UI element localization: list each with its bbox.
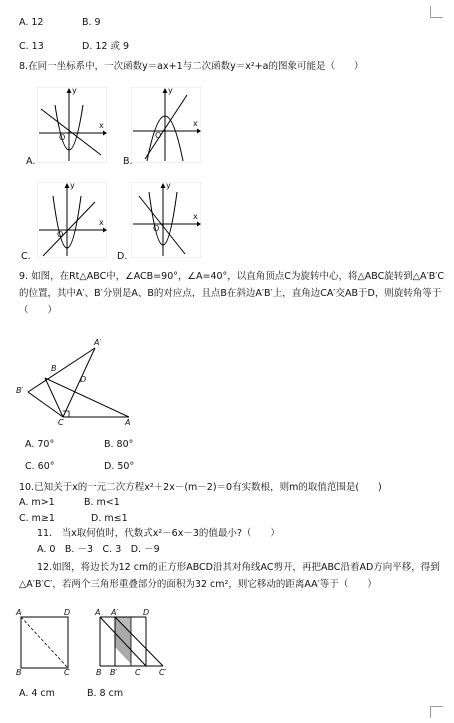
q10-option-a: A. m>1: [19, 497, 55, 508]
q12-right-label-a: A: [95, 608, 101, 617]
q12-option-a: A. 4 cm: [19, 688, 55, 699]
q9-option-c: C. 60°: [25, 461, 55, 472]
q8-graph-b: [131, 87, 201, 163]
q8a-axis-y: y: [72, 86, 77, 95]
q12-stem: 12.如图，将边长为12 cm的正方形ABCD沿其对角线AC剪开，再把ABC沿着AD方向平移，得到△A′B′C′，若两个三角形重叠部分的面积为32 cm²，则它移动的距离AA′等于（ ）: [19, 562, 440, 590]
q9-option-d: D. 50°: [104, 461, 135, 472]
q8c-origin: O: [57, 230, 64, 239]
q8-graph-a-label: A.: [26, 156, 36, 167]
q8-graph-c-label: C.: [21, 251, 31, 262]
q8a-origin: O: [59, 133, 66, 142]
q8-graph-d: [131, 182, 201, 258]
q8-graph-d-label: D.: [117, 251, 128, 262]
q8-graph-b-label: B.: [123, 156, 133, 167]
q8b-axis-y: y: [168, 86, 173, 95]
q12-right-label-c-prime: C′: [159, 668, 167, 677]
q12-left-label-d: D: [64, 608, 71, 617]
q12-right-label-b: B: [96, 668, 102, 677]
q9-figure: [15, 340, 140, 430]
q12-right-label-d: D: [143, 608, 150, 617]
q9-label-d: D: [80, 375, 87, 384]
q12-figure-right: [95, 608, 175, 680]
q12-figure-left: [14, 608, 76, 678]
q9-label-b: B: [51, 364, 57, 373]
q10-option-b: B. m<1: [84, 497, 120, 508]
q10-stem: 10.已知关于x的一元二次方程x²＋2x－(m－2)＝0有实数根，则m的取值范围是( ): [19, 482, 382, 493]
q12-right-label-c: C: [135, 668, 141, 677]
q8-graph-c: [37, 182, 107, 258]
q8c-axis-x: x: [99, 218, 104, 227]
q9-stem: 9. 如图，在Rt△ABC中，∠ACB=90°，∠A=40°，以直角顶点C为旋转中心，将△ABC旋转到△A′B′C的位置，其中A′、B′分别是A、B的对应点，且点B在斜边A′B′上，直角边CA′交AB于D，则旋转角等于（ ）: [19, 271, 445, 316]
page-corner-mark: [431, 17, 443, 18]
q12-option-b: B. 8 cm: [87, 688, 124, 699]
q12-left-label-b: B: [16, 668, 22, 677]
q8a-axis-x: x: [99, 121, 104, 130]
q9-option-a: A. 70°: [25, 439, 55, 450]
q8d-axis-x: x: [193, 212, 198, 221]
q10-option-c: C. m≥1: [19, 513, 55, 524]
q12-left-label-a: A: [16, 608, 22, 617]
q8-stem: 8.在同一坐标系中，一次函数y＝ax+1与二次函数y＝x²+a的图象可能是（ ）: [19, 61, 364, 72]
q8d-axis-y: y: [166, 181, 171, 190]
q12-right-label-a-prime: A′: [111, 608, 119, 617]
q8d-origin: O: [153, 224, 160, 233]
q12-left-label-c: C: [64, 668, 70, 677]
q7-option-d: D. 12 或 9: [82, 41, 130, 52]
page-corner-mark: [431, 706, 443, 707]
q8c-axis-y: y: [70, 181, 75, 190]
q8b-axis-x: x: [193, 119, 198, 128]
q10-option-d: D. m≤1: [91, 513, 128, 524]
q12-right-label-b-prime: B′: [110, 668, 118, 677]
q8b-origin: O: [155, 131, 162, 140]
q11-stem: 11． 当x取何值时，代数式x²－6x－3的值最小?（ ）: [37, 528, 280, 539]
q7-option-a: A. 12: [19, 17, 44, 28]
q7-option-c: C. 13: [19, 41, 44, 52]
q8-graph-a: [37, 87, 107, 163]
q7-option-b: B. 9: [82, 17, 101, 28]
q11-options: A. 0 B. －3 C. 3 D. －9: [37, 544, 160, 555]
q9-option-b: B. 80°: [104, 439, 134, 450]
q9-label-a-prime: A′: [94, 338, 102, 347]
q9-label-b-prime: B′: [16, 386, 24, 395]
page-corner-mark: [430, 706, 431, 718]
q9-label-a: A: [125, 418, 131, 427]
q9-label-c: C: [58, 418, 64, 427]
